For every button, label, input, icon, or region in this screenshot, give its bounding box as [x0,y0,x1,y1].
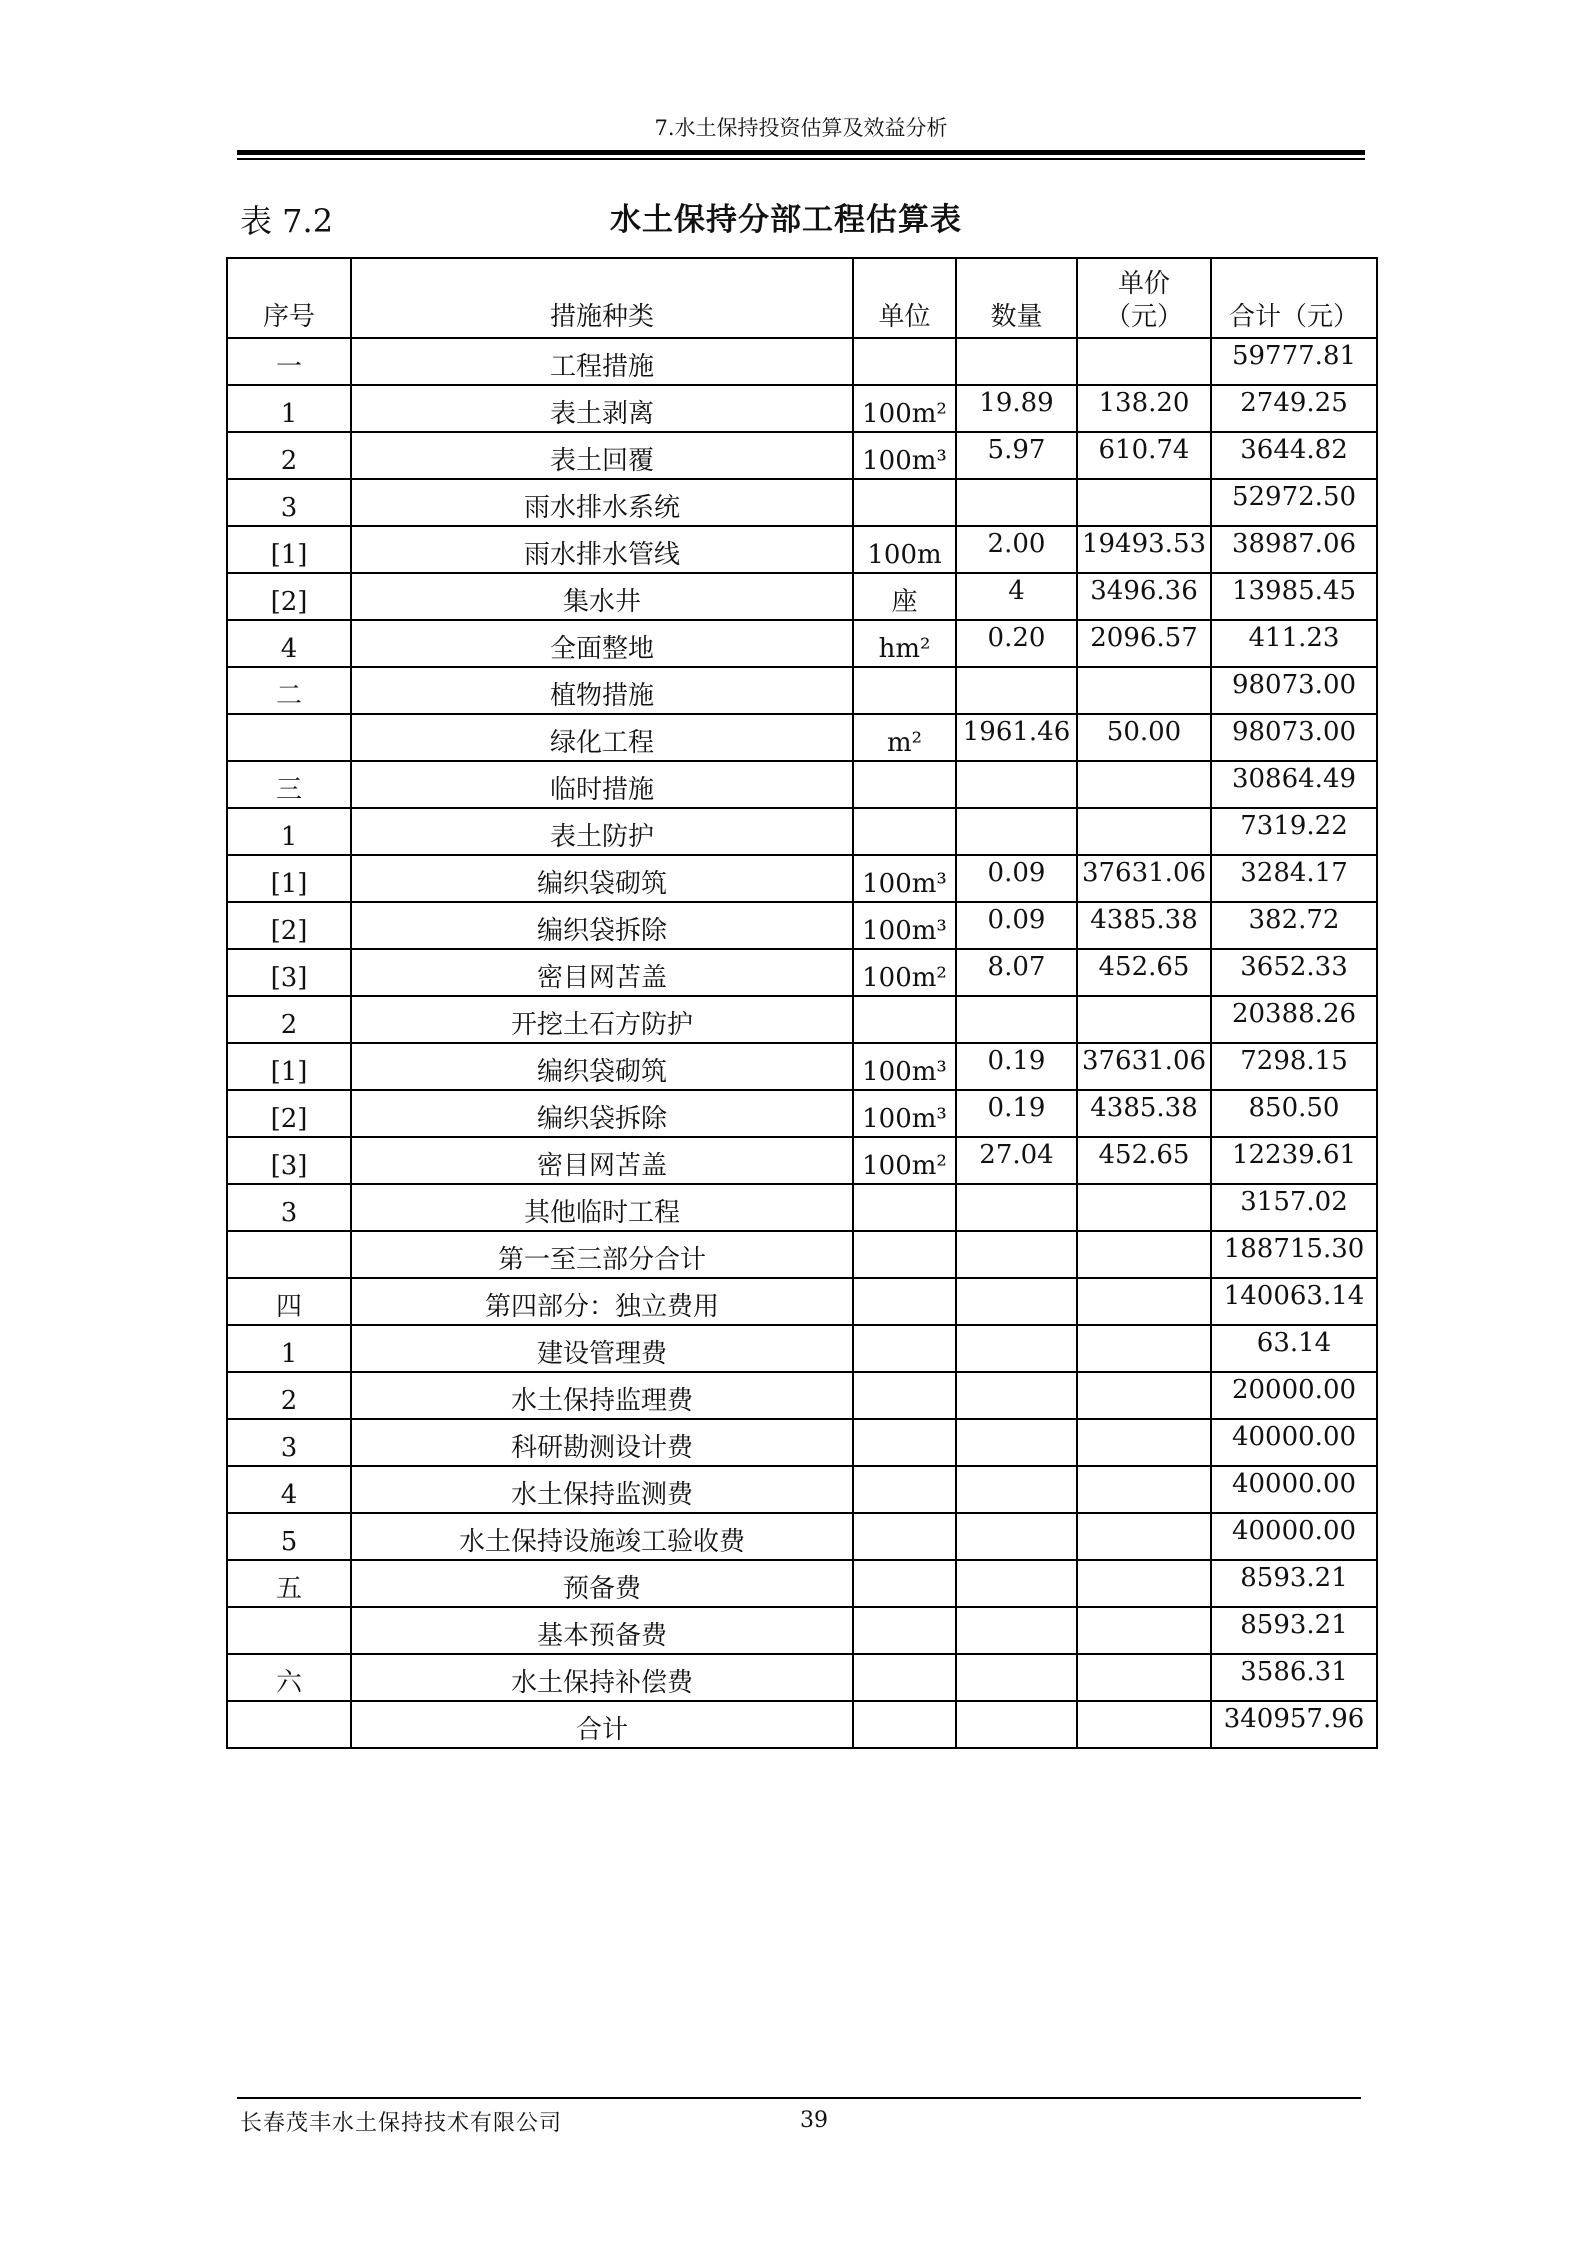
cell-qty: 0.09 [956,855,1077,902]
table-row [227,385,1377,432]
table-row [227,1184,1377,1231]
cell-total: 98073.00 [1211,714,1377,761]
cell-total: 7319.22 [1211,808,1377,855]
cell-no: 1 [227,385,351,432]
cell-total: 40000.00 [1211,1466,1377,1513]
cell-price [1077,1325,1211,1372]
cell-price: 4385.38 [1077,1090,1211,1137]
cell-qty [956,1654,1077,1701]
cell-no [227,1701,351,1748]
cell-unit [853,996,956,1043]
cell-total: 13985.45 [1211,573,1377,620]
table-row [227,1325,1377,1372]
table-row [227,1090,1377,1137]
cell-price [1077,1184,1211,1231]
cell-qty [956,1278,1077,1325]
cell-measure: 建设管理费 [351,1325,853,1372]
cell-unit [853,1560,956,1607]
cell-price [1077,1372,1211,1419]
cell-no: [3] [227,949,351,996]
cell-qty [956,1231,1077,1278]
table-number: 表 7.2 [240,202,334,240]
table-row [227,1372,1377,1419]
cell-unit [853,808,956,855]
table-row [227,1654,1377,1701]
cell-price [1077,761,1211,808]
cell-unit: 100m³ [853,855,956,902]
cell-measure: 编织袋砌筑 [351,855,853,902]
cell-measure: 基本预备费 [351,1607,853,1654]
table-row [227,996,1377,1043]
cell-measure: 植物措施 [351,667,853,714]
cell-no: 四 [227,1278,351,1325]
cell-no [227,714,351,761]
cell-price: 37631.06 [1077,1043,1211,1090]
cell-measure: 密目网苫盖 [351,1137,853,1184]
table-body [227,338,1377,1748]
cell-measure: 开挖土石方防护 [351,996,853,1043]
cell-price: 452.65 [1077,949,1211,996]
cell-total: 188715.30 [1211,1231,1377,1278]
cell-measure: 编织袋砌筑 [351,1043,853,1090]
cell-total: 20388.26 [1211,996,1377,1043]
cell-measure: 第四部分：独立费用 [351,1278,853,1325]
cell-measure: 水土保持设施竣工验收费 [351,1513,853,1560]
cell-total: 140063.14 [1211,1278,1377,1325]
cell-measure: 其他临时工程 [351,1184,853,1231]
cell-no: [2] [227,573,351,620]
header-rule-thick [237,150,1365,155]
cell-qty [956,1701,1077,1748]
cell-no: [1] [227,526,351,573]
cell-measure: 全面整地 [351,620,853,667]
col-header-unit: 单位 [853,258,956,338]
table-row [227,1560,1377,1607]
cell-unit: 100m³ [853,1043,956,1090]
cell-total: 8593.21 [1211,1560,1377,1607]
cell-total: 63.14 [1211,1325,1377,1372]
cell-measure: 预备费 [351,1560,853,1607]
cell-qty [956,761,1077,808]
cell-qty [956,338,1077,385]
cell-price [1077,1278,1211,1325]
table-row [227,479,1377,526]
cell-qty: 19.89 [956,385,1077,432]
cell-no: [1] [227,1043,351,1090]
cell-qty [956,808,1077,855]
table-row [227,620,1377,667]
cell-total: 2749.25 [1211,385,1377,432]
cell-price: 610.74 [1077,432,1211,479]
cell-unit [853,1419,956,1466]
cell-measure: 水土保持补偿费 [351,1654,853,1701]
cell-qty: 0.19 [956,1043,1077,1090]
cell-no [227,1231,351,1278]
table-row [227,1137,1377,1184]
cell-measure: 第一至三部分合计 [351,1231,853,1278]
cell-qty: 0.09 [956,902,1077,949]
cell-no [227,1607,351,1654]
cell-price [1077,1419,1211,1466]
col-header-price-line1: 单价 [1117,269,1170,299]
cell-measure: 水土保持监测费 [351,1466,853,1513]
cell-unit: 100m³ [853,1090,956,1137]
table-row [227,808,1377,855]
cell-measure: 密目网苫盖 [351,949,853,996]
cell-unit: 100m² [853,1137,956,1184]
cell-qty: 1961.46 [956,714,1077,761]
cell-qty [956,1513,1077,1560]
cell-measure: 集水井 [351,573,853,620]
running-header: 7.水土保持投资估算及效益分析 [654,116,948,140]
table-row [227,761,1377,808]
cell-qty [956,1184,1077,1231]
cell-qty: 4 [956,573,1077,620]
cell-unit: 100m² [853,949,956,996]
cell-total: 3644.82 [1211,432,1377,479]
cell-unit [853,1607,956,1654]
cell-total: 40000.00 [1211,1513,1377,1560]
cell-no: 2 [227,432,351,479]
cell-unit: 100m [853,526,956,573]
table-row [227,338,1377,385]
table-row [227,1513,1377,1560]
cell-total: 340957.96 [1211,1701,1377,1748]
table-row [227,573,1377,620]
table-row [227,714,1377,761]
cell-qty [956,1372,1077,1419]
cell-price [1077,338,1211,385]
cell-no: 3 [227,1419,351,1466]
table-row [227,1701,1377,1748]
cell-qty [956,996,1077,1043]
table-row [227,902,1377,949]
cell-qty: 2.00 [956,526,1077,573]
table-row [227,949,1377,996]
cell-total: 40000.00 [1211,1419,1377,1466]
cell-price [1077,1466,1211,1513]
cell-total: 3284.17 [1211,855,1377,902]
cell-unit [853,1325,956,1372]
cell-unit [853,1231,956,1278]
cell-no: 4 [227,1466,351,1513]
table-row [227,1043,1377,1090]
cell-total: 30864.49 [1211,761,1377,808]
estimate-table [226,257,1378,1749]
cell-price [1077,1513,1211,1560]
cell-qty: 0.20 [956,620,1077,667]
cell-unit [853,1278,956,1325]
cell-unit [853,1184,956,1231]
cell-price [1077,1231,1211,1278]
cell-measure: 编织袋拆除 [351,902,853,949]
table-row [227,855,1377,902]
cell-total: 411.23 [1211,620,1377,667]
cell-unit [853,1513,956,1560]
cell-price [1077,1701,1211,1748]
cell-unit: 座 [853,573,956,620]
cell-qty [956,667,1077,714]
cell-no: 2 [227,996,351,1043]
cell-total: 98073.00 [1211,667,1377,714]
cell-no: [2] [227,1090,351,1137]
cell-qty [956,1419,1077,1466]
col-header-measure: 措施种类 [351,258,853,338]
cell-price: 2096.57 [1077,620,1211,667]
cell-price: 50.00 [1077,714,1211,761]
cell-unit [853,338,956,385]
table-row [227,667,1377,714]
cell-no: 4 [227,620,351,667]
cell-measure: 工程措施 [351,338,853,385]
cell-qty: 5.97 [956,432,1077,479]
cell-total: 3586.31 [1211,1654,1377,1701]
col-header-no: 序号 [227,258,351,338]
cell-measure: 科研勘测设计费 [351,1419,853,1466]
cell-total: 59777.81 [1211,338,1377,385]
cell-no: 2 [227,1372,351,1419]
cell-unit: 100m² [853,385,956,432]
cell-price [1077,479,1211,526]
table-row [227,1231,1377,1278]
cell-no: [3] [227,1137,351,1184]
footer-rule [237,2097,1361,2099]
cell-unit: 100m³ [853,902,956,949]
cell-price [1077,1607,1211,1654]
cell-unit [853,761,956,808]
table-row [227,1607,1377,1654]
cell-total: 3157.02 [1211,1184,1377,1231]
cell-unit [853,1466,956,1513]
header-rule-thin [237,158,1365,160]
cell-qty [956,1607,1077,1654]
cell-measure: 绿化工程 [351,714,853,761]
cell-measure: 水土保持监理费 [351,1372,853,1419]
cell-no: 三 [227,761,351,808]
col-header-total: 合计（元） [1211,258,1377,338]
cell-no: 一 [227,338,351,385]
cell-no: 3 [227,479,351,526]
table-title: 水土保持分部工程估算表 [610,202,962,238]
cell-qty: 27.04 [956,1137,1077,1184]
cell-unit [853,1701,956,1748]
cell-measure: 临时措施 [351,761,853,808]
table-row [227,1419,1377,1466]
col-header-qty: 数量 [956,258,1077,338]
cell-price [1077,1560,1211,1607]
table-row [227,432,1377,479]
cell-price: 452.65 [1077,1137,1211,1184]
cell-price [1077,667,1211,714]
table-row [227,1466,1377,1513]
cell-measure: 编织袋拆除 [351,1090,853,1137]
cell-unit [853,1372,956,1419]
cell-total: 8593.21 [1211,1607,1377,1654]
cell-measure: 表土剥离 [351,385,853,432]
cell-measure: 表土防护 [351,808,853,855]
cell-no: 六 [227,1654,351,1701]
cell-measure: 表土回覆 [351,432,853,479]
cell-qty: 8.07 [956,949,1077,996]
cell-unit: hm² [853,620,956,667]
cell-measure: 雨水排水系统 [351,479,853,526]
cell-total: 382.72 [1211,902,1377,949]
cell-qty [956,479,1077,526]
cell-measure: 雨水排水管线 [351,526,853,573]
cell-price [1077,996,1211,1043]
cell-total: 7298.15 [1211,1043,1377,1090]
cell-no: 1 [227,808,351,855]
cell-qty [956,1560,1077,1607]
cell-unit: 100m³ [853,432,956,479]
cell-total: 850.50 [1211,1090,1377,1137]
cell-price: 4385.38 [1077,902,1211,949]
page-number: 39 [800,2108,828,2133]
cell-unit [853,1654,956,1701]
cell-qty: 0.19 [956,1090,1077,1137]
table-row [227,526,1377,573]
table-header-row [227,258,1377,338]
cell-no: 3 [227,1184,351,1231]
cell-qty [956,1466,1077,1513]
cell-no: [2] [227,902,351,949]
cell-price: 37631.06 [1077,855,1211,902]
cell-no: 5 [227,1513,351,1560]
cell-total: 12239.61 [1211,1137,1377,1184]
cell-no: 五 [227,1560,351,1607]
cell-price: 19493.53 [1077,526,1211,573]
cell-no: 二 [227,667,351,714]
table-row [227,1278,1377,1325]
cell-price [1077,808,1211,855]
cell-measure: 合计 [351,1701,853,1748]
cell-unit [853,479,956,526]
col-header-price [1077,258,1211,338]
cell-qty [956,1325,1077,1372]
col-header-price-line2: （元） [1104,301,1183,332]
cell-price [1077,1654,1211,1701]
cell-no: [1] [227,855,351,902]
cell-total: 38987.06 [1211,526,1377,573]
cell-total: 3652.33 [1211,949,1377,996]
cell-price: 138.20 [1077,385,1211,432]
cell-unit: m² [853,714,956,761]
footer-company: 长春茂丰水土保持技术有限公司 [240,2111,563,2136]
cell-unit [853,667,956,714]
cell-no: 1 [227,1325,351,1372]
cell-total: 52972.50 [1211,479,1377,526]
cell-total: 20000.00 [1211,1372,1377,1419]
cell-price: 3496.36 [1077,573,1211,620]
